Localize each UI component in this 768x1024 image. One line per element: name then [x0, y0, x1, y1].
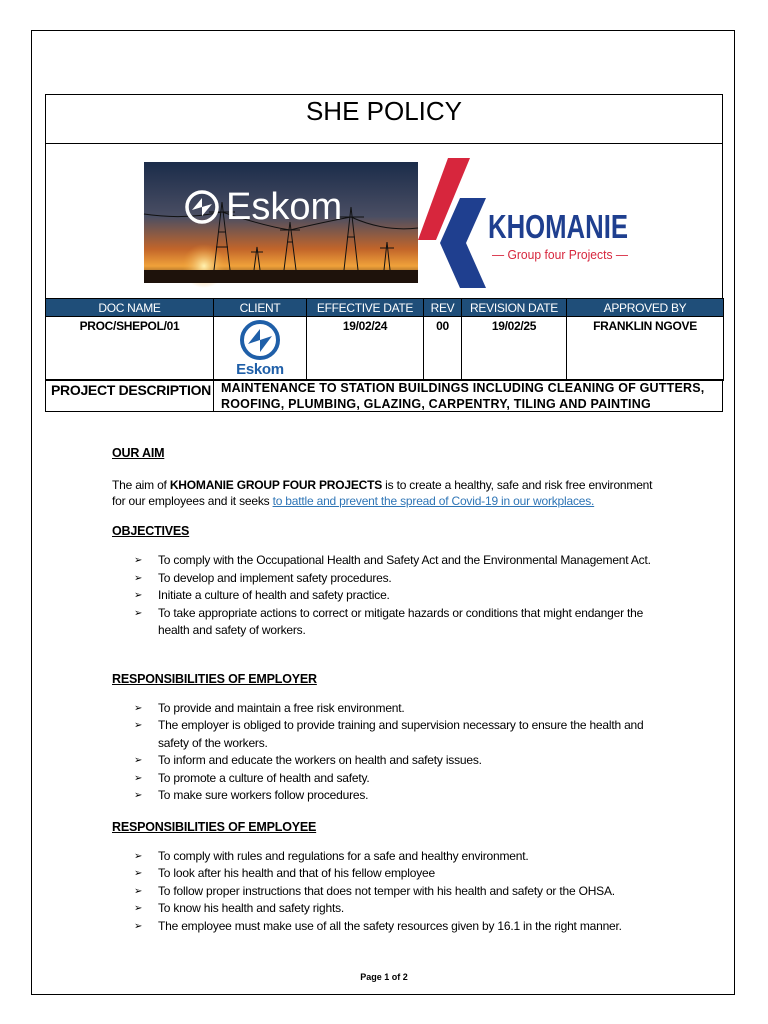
- table-header-row: [46, 299, 724, 317]
- objectives-heading: OBJECTIVES: [112, 524, 190, 538]
- eskom-small-text: Eskom: [236, 361, 284, 378]
- list-item: ➢ To make sure workers follow procedures.: [112, 787, 672, 805]
- arrow-bullet-icon: ➢: [134, 555, 143, 566]
- arrow-bullet-icon: ➢: [134, 572, 143, 584]
- arrow-bullet-icon: ➢: [134, 702, 143, 714]
- header-client: CLIENT: [214, 299, 307, 317]
- arrow-bullet-icon: ➢: [134, 790, 143, 801]
- doc-name-value: PROC/SHEPOL/01: [46, 317, 214, 381]
- our-aim-heading: OUR AIM: [112, 446, 165, 460]
- document-title: SHE POLICY: [45, 94, 723, 144]
- list-item: ➢ To promote a culture of health and safety.: [112, 770, 672, 788]
- eskom-banner-text: Eskom: [226, 186, 343, 228]
- aim-text-a: The aim of: [112, 478, 170, 492]
- arrow-bullet-icon: ➢: [134, 772, 143, 784]
- khomanie-logo: [418, 158, 638, 288]
- aim-paragraph: [112, 477, 672, 509]
- khomanie-name: KHOMANIE: [488, 208, 628, 245]
- arrow-bullet-icon: ➢: [134, 850, 143, 862]
- table-row: [46, 317, 724, 381]
- arrow-bullet-icon: ➢: [134, 885, 143, 897]
- project-description-line-1: MAINTENANCE TO STATION BUILDINGS INCLUDING CLEANING OF GUTTERS,: [221, 381, 705, 395]
- project-description-label: PROJECT DESCRIPTION: [46, 380, 214, 411]
- arrow-bullet-icon: ➢: [134, 755, 143, 766]
- project-description-row: [45, 379, 723, 412]
- employer-list: [112, 700, 672, 805]
- covid-link[interactable]: to battle and prevent the spread of Covid-19 in our workplaces.: [272, 494, 595, 508]
- document-info-table: [45, 298, 724, 381]
- approved-by-value: FRANKLIN NGOVE: [567, 317, 724, 381]
- eskom-logo-icon: [225, 319, 295, 377]
- logo-area: [45, 143, 723, 300]
- arrow-bullet-icon: ➢: [134, 607, 143, 619]
- client-logo-cell: [214, 317, 307, 381]
- employee-list: [112, 848, 672, 936]
- list-item: ➢ To comply with rules and regulations for a safe and healthy environment.: [112, 848, 672, 866]
- project-description-value: [221, 380, 721, 412]
- effective-date-value: 19/02/24: [307, 317, 424, 381]
- employee-heading: RESPONSIBILITIES OF EMPLOYEE: [112, 819, 317, 834]
- list-item: ➢ To know his health and safety rights.: [112, 900, 672, 918]
- list-item: ➢ The employee must make use of all the safety resources given by 16.1 in the right manner.: [112, 918, 672, 936]
- list-item: ➢ To provide and maintain a free risk environment.: [112, 700, 672, 718]
- list-item: ➢ The employer is obliged to provide training and supervision necessary to ensure the health and safety of the workers.: [134, 718, 644, 750]
- objectives-list: [112, 552, 672, 640]
- header-doc-name: DOC NAME: [46, 299, 214, 317]
- rev-value: 00: [424, 317, 462, 381]
- list-item: ➢ To develop and implement safety procedures.: [112, 570, 672, 588]
- khomanie-tagline: — Group four Projects —: [492, 247, 628, 262]
- project-description-line-2: ROOFING, PLUMBING, GLAZING, CARPENTRY, TILING AND PAINTING: [221, 397, 651, 411]
- list-item: ➢ To follow proper instructions that does not temper with his health and safety or the OHSA.: [112, 883, 672, 901]
- arrow-bullet-icon: ➢: [134, 920, 143, 932]
- list-item: ➢ To look after his health and that of his fellow employee: [112, 865, 672, 883]
- company-name: KHOMANIE GROUP FOUR PROJECTS: [169, 478, 383, 492]
- list-item: ➢ Initiate a culture of health and safety practice.: [112, 587, 672, 605]
- employer-heading: RESPONSIBILITIES OF EMPLOYER: [112, 671, 317, 686]
- arrow-bullet-icon: ➢: [134, 720, 143, 731]
- header-revision-date: REVISION DATE: [462, 299, 567, 317]
- aim-text-c: for our employees and it seeks: [112, 494, 273, 508]
- header-effective-date: EFFECTIVE DATE: [307, 299, 424, 317]
- arrow-bullet-icon: ➢: [134, 590, 143, 601]
- eskom-banner-logo: [144, 162, 418, 283]
- list-item: ➢ To inform and educate the workers on health and safety issues.: [112, 752, 672, 770]
- arrow-bullet-icon: ➢: [134, 868, 143, 879]
- arrow-bullet-icon: ➢: [134, 903, 143, 914]
- page-number: Page 1 of 2: [360, 972, 408, 982]
- list-item: ➢ To take appropriate actions to correct or mitigate hazards or conditions that might endanger the health and safety of workers.: [134, 605, 644, 637]
- list-item: ➢ To comply with the Occupational Health and Safety Act and the Environmental Management Act.: [112, 552, 672, 570]
- header-rev: REV: [424, 299, 462, 317]
- header-approved-by: APPROVED BY: [567, 299, 724, 317]
- policy-body: [112, 446, 672, 935]
- aim-text-b: is to create a healthy, safe and risk free environment: [382, 478, 653, 492]
- revision-date-value: 19/02/25: [462, 317, 567, 381]
